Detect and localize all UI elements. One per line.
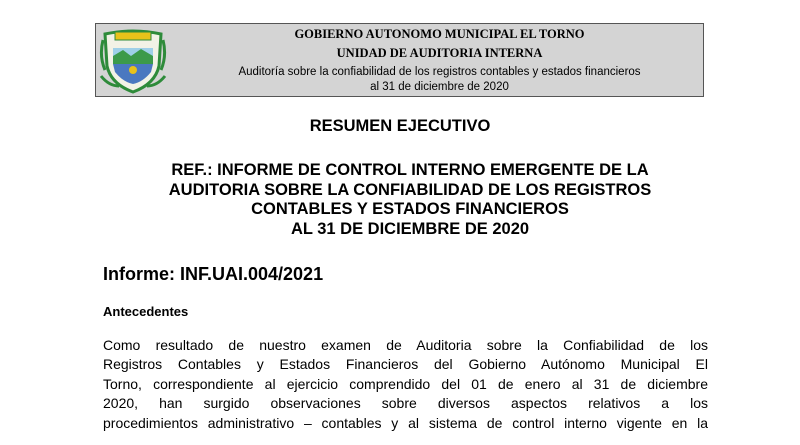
header-unit: UNIDAD DE AUDITORIA INTERNA <box>336 46 543 60</box>
reference-line: AL 31 DE DICIEMBRE DE 2020 <box>290 219 530 238</box>
header-municipality: GOBIERNO AUTONOMO MUNICIPAL EL TORNO <box>294 27 585 41</box>
reference-line: REF.: INFORME DE CONTROL INTERNO EMERGENTE DE LA <box>171 161 649 179</box>
document-title: RESUMEN EJECUTIVO <box>309 117 491 135</box>
header-audit-date: al 31 de diciembre de 2020 <box>370 81 509 93</box>
section-heading: Antecedentes <box>103 304 189 319</box>
paragraph-line: Como resultado de nuestro examen de Auditoria sobre la Confiabilidad de los <box>103 337 708 353</box>
body-paragraph <box>103 336 708 433</box>
report-number: Informe: INF.UAI.004/2021 <box>103 264 324 284</box>
reference-line: CONTABLES Y ESTADOS FINANCIEROS <box>251 200 569 218</box>
paragraph-line: 2020, han surgido observaciones sobre diversos aspectos relativos a los <box>103 395 708 412</box>
reference-line: AUDITORIA SOBRE LA CONFIABILIDAD DE LOS REGISTROS <box>168 180 652 199</box>
reference-block <box>100 161 720 239</box>
document-header <box>95 23 704 97</box>
paragraph-line: Registros Contables y Estados Financieros del Gobierno Autónomo Municipal El <box>103 356 708 373</box>
paragraph-line: Torno, correspondiente al ejercicio comprendido del 01 de enero al 31 de diciembre <box>103 375 708 392</box>
paragraph-line: procedimientos administrativo – contables y al sistema de control interno vigente en la <box>103 414 708 431</box>
municipal-seal-logo <box>99 26 167 94</box>
header-audit-subject: Auditoría sobre la confiabilidad de los registros contables y estados financieros <box>238 66 641 78</box>
